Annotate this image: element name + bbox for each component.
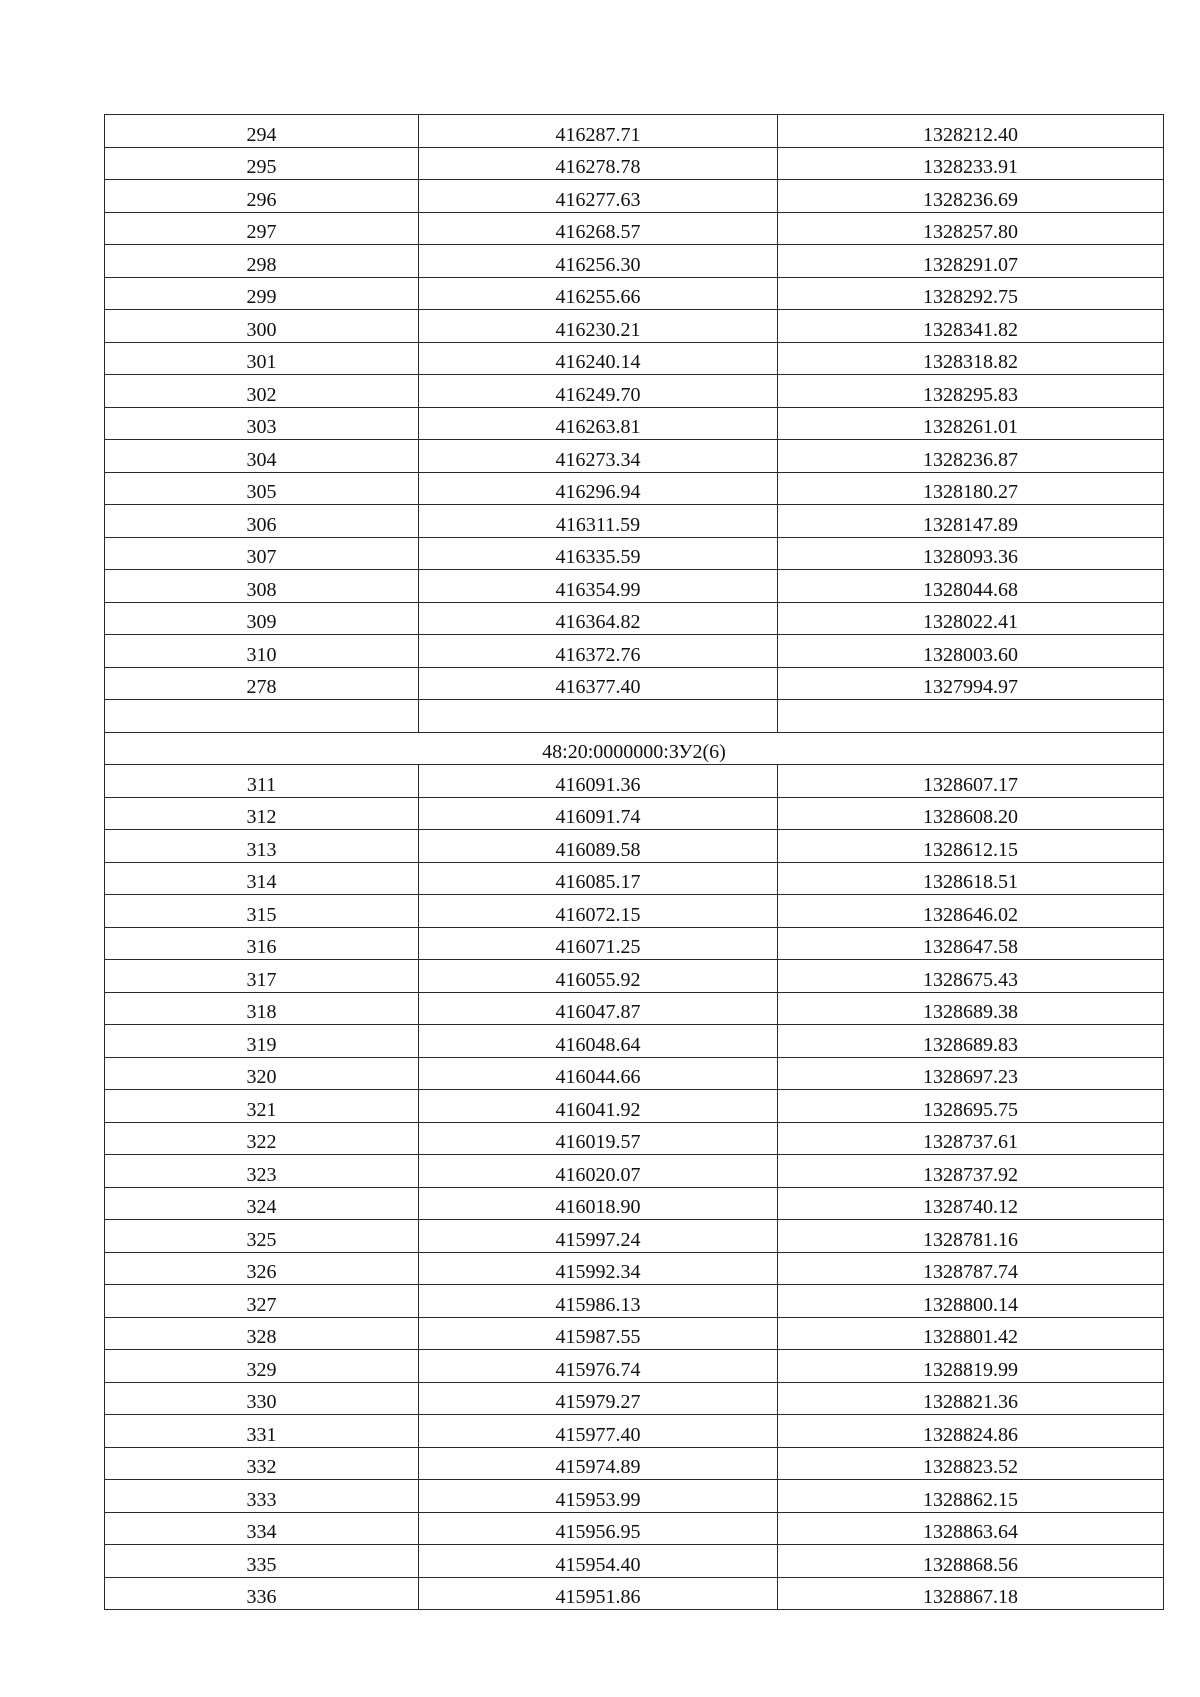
point-number-cell: 306 [105, 505, 419, 538]
y-coordinate-cell [778, 700, 1164, 733]
y-coordinate-cell: 1328800.14 [778, 1285, 1164, 1318]
table-row [105, 180, 1164, 213]
point-number-cell: 312 [105, 797, 419, 830]
point-number-cell: 304 [105, 440, 419, 473]
point-number-cell: 307 [105, 537, 419, 570]
x-coordinate-cell: 416335.59 [419, 537, 778, 570]
x-coordinate-cell: 416091.36 [419, 765, 778, 798]
y-coordinate-cell: 1328212.40 [778, 115, 1164, 148]
y-coordinate-cell: 1328618.51 [778, 862, 1164, 895]
y-coordinate-cell: 1328022.41 [778, 602, 1164, 635]
table-row [105, 700, 1164, 733]
x-coordinate-cell: 416240.14 [419, 342, 778, 375]
point-number-cell: 294 [105, 115, 419, 148]
table-row [105, 1415, 1164, 1448]
table-row [105, 1545, 1164, 1578]
table-row [105, 212, 1164, 245]
y-coordinate-cell: 1328608.20 [778, 797, 1164, 830]
y-coordinate-cell: 1328689.83 [778, 1025, 1164, 1058]
y-coordinate-cell: 1328318.82 [778, 342, 1164, 375]
table-row [105, 895, 1164, 928]
point-number-cell: 323 [105, 1155, 419, 1188]
x-coordinate-cell: 416018.90 [419, 1187, 778, 1220]
y-coordinate-cell: 1328233.91 [778, 147, 1164, 180]
y-coordinate-cell: 1328257.80 [778, 212, 1164, 245]
point-number-cell: 331 [105, 1415, 419, 1448]
y-coordinate-cell: 1328292.75 [778, 277, 1164, 310]
x-coordinate-cell: 416055.92 [419, 960, 778, 993]
x-coordinate-cell: 416287.71 [419, 115, 778, 148]
x-coordinate-cell: 416263.81 [419, 407, 778, 440]
point-number-cell: 297 [105, 212, 419, 245]
point-number-cell: 311 [105, 765, 419, 798]
point-number-cell: 315 [105, 895, 419, 928]
table-row [105, 1122, 1164, 1155]
point-number-cell: 321 [105, 1090, 419, 1123]
table-row [105, 992, 1164, 1025]
table-row [105, 277, 1164, 310]
x-coordinate-cell: 416044.66 [419, 1057, 778, 1090]
x-coordinate-cell: 416268.57 [419, 212, 778, 245]
table-row [105, 245, 1164, 278]
coordinates-table-body [105, 115, 1164, 1610]
table-row [105, 635, 1164, 668]
y-coordinate-cell: 1328341.82 [778, 310, 1164, 343]
table-row [105, 115, 1164, 148]
table-row [105, 1285, 1164, 1318]
point-number-cell: 316 [105, 927, 419, 960]
table-row [105, 667, 1164, 700]
point-number-cell: 300 [105, 310, 419, 343]
point-number-cell: 330 [105, 1382, 419, 1415]
point-number-cell: 336 [105, 1577, 419, 1610]
x-coordinate-cell: 416372.76 [419, 635, 778, 668]
point-number-cell: 278 [105, 667, 419, 700]
point-number-cell: 325 [105, 1220, 419, 1253]
x-coordinate-cell: 416071.25 [419, 927, 778, 960]
x-coordinate-cell: 416354.99 [419, 570, 778, 603]
coordinates-table [104, 114, 1164, 1610]
y-coordinate-cell: 1328003.60 [778, 635, 1164, 668]
y-coordinate-cell: 1328737.92 [778, 1155, 1164, 1188]
x-coordinate-cell: 415987.55 [419, 1317, 778, 1350]
x-coordinate-cell: 416230.21 [419, 310, 778, 343]
x-coordinate-cell: 416072.15 [419, 895, 778, 928]
y-coordinate-cell: 1328824.86 [778, 1415, 1164, 1448]
y-coordinate-cell: 1328093.36 [778, 537, 1164, 570]
point-number-cell: 301 [105, 342, 419, 375]
y-coordinate-cell: 1328646.02 [778, 895, 1164, 928]
y-coordinate-cell: 1328697.23 [778, 1057, 1164, 1090]
point-number-cell: 309 [105, 602, 419, 635]
y-coordinate-cell: 1328295.83 [778, 375, 1164, 408]
table-row [105, 830, 1164, 863]
point-number-cell: 317 [105, 960, 419, 993]
table-row [105, 602, 1164, 635]
x-coordinate-cell: 416256.30 [419, 245, 778, 278]
point-number-cell [105, 700, 419, 733]
y-coordinate-cell: 1328737.61 [778, 1122, 1164, 1155]
point-number-cell: 305 [105, 472, 419, 505]
y-coordinate-cell: 1328647.58 [778, 927, 1164, 960]
y-coordinate-cell: 1328862.15 [778, 1480, 1164, 1513]
x-coordinate-cell [419, 700, 778, 733]
y-coordinate-cell: 1328689.38 [778, 992, 1164, 1025]
y-coordinate-cell: 1328236.69 [778, 180, 1164, 213]
point-number-cell: 320 [105, 1057, 419, 1090]
y-coordinate-cell: 1328180.27 [778, 472, 1164, 505]
x-coordinate-cell: 416296.94 [419, 472, 778, 505]
y-coordinate-cell: 1328821.36 [778, 1382, 1164, 1415]
table-row [105, 797, 1164, 830]
table-row [105, 1350, 1164, 1383]
x-coordinate-cell: 416277.63 [419, 180, 778, 213]
x-coordinate-cell: 416020.07 [419, 1155, 778, 1188]
y-coordinate-cell: 1328787.74 [778, 1252, 1164, 1285]
section-heading-row [105, 732, 1164, 765]
x-coordinate-cell: 415997.24 [419, 1220, 778, 1253]
point-number-cell: 324 [105, 1187, 419, 1220]
table-row [105, 1577, 1164, 1610]
y-coordinate-cell: 1328695.75 [778, 1090, 1164, 1123]
point-number-cell: 303 [105, 407, 419, 440]
x-coordinate-cell: 415953.99 [419, 1480, 778, 1513]
table-row [105, 1382, 1164, 1415]
table-row [105, 505, 1164, 538]
point-number-cell: 299 [105, 277, 419, 310]
point-number-cell: 318 [105, 992, 419, 1025]
point-number-cell: 334 [105, 1512, 419, 1545]
point-number-cell: 326 [105, 1252, 419, 1285]
x-coordinate-cell: 415956.95 [419, 1512, 778, 1545]
x-coordinate-cell: 415976.74 [419, 1350, 778, 1383]
y-coordinate-cell: 1328823.52 [778, 1447, 1164, 1480]
x-coordinate-cell: 416048.64 [419, 1025, 778, 1058]
table-row [105, 1480, 1164, 1513]
y-coordinate-cell: 1328236.87 [778, 440, 1164, 473]
table-row [105, 862, 1164, 895]
x-coordinate-cell: 416249.70 [419, 375, 778, 408]
x-coordinate-cell: 416047.87 [419, 992, 778, 1025]
x-coordinate-cell: 416364.82 [419, 602, 778, 635]
y-coordinate-cell: 1328044.68 [778, 570, 1164, 603]
y-coordinate-cell: 1328675.43 [778, 960, 1164, 993]
point-number-cell: 333 [105, 1480, 419, 1513]
y-coordinate-cell: 1328868.56 [778, 1545, 1164, 1578]
x-coordinate-cell: 415977.40 [419, 1415, 778, 1448]
y-coordinate-cell: 1328612.15 [778, 830, 1164, 863]
table-row [105, 927, 1164, 960]
x-coordinate-cell: 416311.59 [419, 505, 778, 538]
y-coordinate-cell: 1328801.42 [778, 1317, 1164, 1350]
x-coordinate-cell: 415974.89 [419, 1447, 778, 1480]
table-row [105, 1317, 1164, 1350]
table-row [105, 407, 1164, 440]
x-coordinate-cell: 415951.86 [419, 1577, 778, 1610]
x-coordinate-cell: 416255.66 [419, 277, 778, 310]
point-number-cell: 296 [105, 180, 419, 213]
point-number-cell: 335 [105, 1545, 419, 1578]
x-coordinate-cell: 416019.57 [419, 1122, 778, 1155]
y-coordinate-cell: 1328261.01 [778, 407, 1164, 440]
parcel-number-heading: 48:20:0000000:ЗУ2(6) [105, 732, 1164, 765]
table-row [105, 1155, 1164, 1188]
point-number-cell: 327 [105, 1285, 419, 1318]
x-coordinate-cell: 416041.92 [419, 1090, 778, 1123]
table-row [105, 1090, 1164, 1123]
table-row [105, 1447, 1164, 1480]
point-number-cell: 295 [105, 147, 419, 180]
table-row [105, 147, 1164, 180]
y-coordinate-cell: 1328147.89 [778, 505, 1164, 538]
point-number-cell: 332 [105, 1447, 419, 1480]
x-coordinate-cell: 415979.27 [419, 1382, 778, 1415]
table-row [105, 1220, 1164, 1253]
point-number-cell: 313 [105, 830, 419, 863]
x-coordinate-cell: 416091.74 [419, 797, 778, 830]
point-number-cell: 322 [105, 1122, 419, 1155]
x-coordinate-cell: 416278.78 [419, 147, 778, 180]
x-coordinate-cell: 415992.34 [419, 1252, 778, 1285]
x-coordinate-cell: 416085.17 [419, 862, 778, 895]
table-row [105, 1025, 1164, 1058]
table-row [105, 537, 1164, 570]
point-number-cell: 314 [105, 862, 419, 895]
y-coordinate-cell: 1328740.12 [778, 1187, 1164, 1220]
table-row [105, 1512, 1164, 1545]
table-row [105, 310, 1164, 343]
table-row [105, 1252, 1164, 1285]
point-number-cell: 310 [105, 635, 419, 668]
table-row [105, 570, 1164, 603]
table-row [105, 960, 1164, 993]
table-row [105, 765, 1164, 798]
y-coordinate-cell: 1328867.18 [778, 1577, 1164, 1610]
point-number-cell: 319 [105, 1025, 419, 1058]
x-coordinate-cell: 415954.40 [419, 1545, 778, 1578]
point-number-cell: 302 [105, 375, 419, 408]
table-row [105, 472, 1164, 505]
table-row [105, 375, 1164, 408]
table-row [105, 1187, 1164, 1220]
y-coordinate-cell: 1328863.64 [778, 1512, 1164, 1545]
y-coordinate-cell: 1328607.17 [778, 765, 1164, 798]
table-row [105, 440, 1164, 473]
point-number-cell: 308 [105, 570, 419, 603]
x-coordinate-cell: 415986.13 [419, 1285, 778, 1318]
x-coordinate-cell: 416273.34 [419, 440, 778, 473]
y-coordinate-cell: 1328781.16 [778, 1220, 1164, 1253]
y-coordinate-cell: 1328291.07 [778, 245, 1164, 278]
table-row [105, 342, 1164, 375]
x-coordinate-cell: 416377.40 [419, 667, 778, 700]
point-number-cell: 329 [105, 1350, 419, 1383]
x-coordinate-cell: 416089.58 [419, 830, 778, 863]
point-number-cell: 328 [105, 1317, 419, 1350]
point-number-cell: 298 [105, 245, 419, 278]
y-coordinate-cell: 1328819.99 [778, 1350, 1164, 1383]
y-coordinate-cell: 1327994.97 [778, 667, 1164, 700]
table-row [105, 1057, 1164, 1090]
